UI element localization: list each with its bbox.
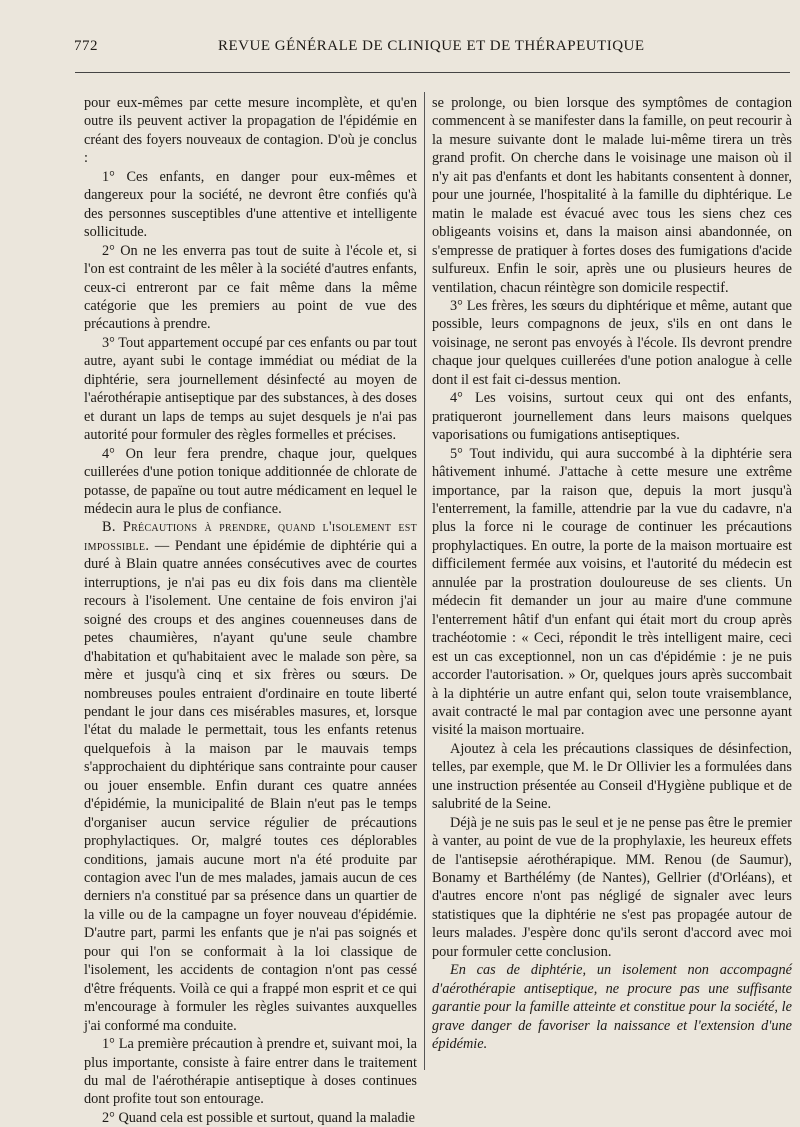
running-title: REVUE GÉNÉRALE DE CLINIQUE ET DE THÉRAPEUTIQUE [218,38,645,54]
left-column [84,94,417,1127]
paragraph: 3° Les frères, les sœurs du diphtérique et même, autant que possible, leurs compagnons de jeux, s'ils en ont dans le voisinage, ne seront pas envoyés à l'école. Ils devront prendre chaque jour quelques cuillerées d'une potion analogue à celle dont il est fait ci-dessus mention. [432,297,792,388]
paragraph: 4° Les voisins, surtout ceux qui ont des enfants, pratiqueront journellement dans leurs maisons quelques vaporisations ou fumigations antiseptiques. [432,390,792,444]
paragraph: 3° Tout appartement occupé par ces enfants ou par tout autre, ayant subi le contage immédiat ou médiat de la diphtérie, sera journellement désinfecté au moyen de l'aérothérapie antiseptique par des substances, à des doses et durant un laps de temps au sujet desquels je n'ai pas autorité pour formuler des règles formelles et précises. [84,334,417,444]
paragraph: 2° Quand cela est possible et surtout, quand la maladie [102,1109,416,1126]
paragraph: 1° Ces enfants, en danger pour eux-mêmes et dangereux pour la société, ne devront être confiés qu'à des personnes susceptibles d'une attentive et intelligente sollicitude. [84,168,417,241]
section-body: — Pendant une épidémie de diphtérie qui a duré à Blain quatre années consécutives avec de courtes interruptions, je n'ai pas eu dix fois dans ma clientèle recours à l'isolement. Une centaine de fois environ j'ai soigné des croups et des angines couenneuses dans de petes chaumières, n'ayant qu'une seule chambre d'habitation et qu'habitaient avec le malade son père, sa mère et jusqu'à cinq et six frères ou sœurs. De nombreuses poules entraient d'ordinaire en toute liberté pendant le jour dans ces misérables masures, et, lorsque l'état du malade le permettait, tous les enfants retenus quelquefois à la maison par le mauvais temps s'approchaient du diphtérique sans contrainte pour causer ou jouer ensemble. Enfin durant ces quatre années d'épidémie, la municipalité de Blain n'eut pas le temps d'organiser aucun service régulier de précautions prophylactiques. Or, malgré toutes ces déplorables conditions, jamais aucune mort n'a été produite par contagion avec l'un de mes malades, jamais aucun de ces derniers n'a constitué par sa présence dans un quartier de la ville ou de la campagne un foyer nouveau d'épidémie. D'autre part, parmi les enfants que je n'ai pas soignés et pour qui l'on se conformait à la loi classique de l'isolement, les accidents de contagion n'ont pas cessé d'être fréquents. Voilà ce qui a frappé mon esprit et ce qui m'encourage à formuler les règles suivantes auxquelles j'ai conformé ma conduite. [84,537,417,1034]
paragraph: Ajoutez à cela les précautions classiques de désinfection, telles, par exemple, que M. le Dr Ollivier les a formulées dans une instruction présentée au Conseil d'Hygiène publique et de salubrité de la Seine. [432,740,792,813]
conclusion-paragraph: En cas de diphtérie, un isolement non accompagné d'aérothérapie antiseptique, ne procure pas une suffisante garantie pour la famille atteinte et constitue pour la société, le grave danger de favoriser la naissance et l'extension d'une épidémie. [432,962,792,1053]
paragraph: 5° Tout individu, qui aura succombé à la diphtérie sera hâtivement inhumé. J'attache à cette mesure une extrême importance, par la raison que, depuis la mort jusqu'à l'enterrement, la famille, attendrie par la vue du cadavre, n'a plus la force ni le courage de continuer les précautions prophylactiques. En outre, la porte de la maison mortuaire est difficilement fermée aux voisins, et l'autorité du médecin est annulée par la prostration douloureuse de ses clients. Un médecin fit demander un jour au maire d'une commune l'enterrement hâtif d'un enfant qui était mort du croup après trachéotomie : « Ceci, répondit le très intelligent maire, ceci est un cas exceptionnel, non un cas d'épidémie : je ne puis accorder l'autorisation. » Or, quelques jours après succombait à la diphtérie un autre enfant qui, selon toute vraisemblance, avait contracté le mal par contagion avec une personne ayant visité la maison mortuaire. [432,445,792,739]
right-column [432,94,792,1054]
page-header [74,32,790,56]
paragraph: 4° On leur fera prendre, chaque jour, quelques cuillerées d'une potion tonique additionnée de chlorate de potasse, de papaïne ou tout autre médicament en lequel le médecin aura le plus de confiance. [84,445,417,517]
section-paragraph [84,518,417,1035]
column-divider [424,92,425,1070]
page-number: 772 [74,38,98,54]
section-heading: B. Précautions à prendre, quand l'isolement est impossible. [84,519,417,554]
paragraph: pour eux-mêmes par cette mesure incomplète, et qu'en outre ils peuvent activer la propagation de l'épidémie en créant des foyers nouveaux de contagion. D'où je conclus : [84,95,417,167]
paragraph: 1° La première précaution à prendre et, suivant moi, la plus importante, consiste à faire entrer dans le traitement du mal de l'aérothérapie antiseptique à doses continues dont profite tout son entourage. [84,1036,417,1108]
paragraph: Déjà je ne suis pas le seul et je ne pense pas être le premier à vanter, au point de vue de la prophylaxie, les heureux effets de l'antisepsie aérothérapique. MM. Renou (de Saumur), Bonamy et Barthélémy (de Nantes), Gellrier (d'Orléans), et d'autres encore n'ont pas négligé de signaler avec leurs statistiques que la diphtérie ne s'est pas propagée autour de leurs malades. J'espère donc qu'ils seront d'accord avec moi pour formuler cette conclusion. [432,814,792,960]
paragraph: se prolonge, ou bien lorsque des symptômes de contagion commencent à se manifester dans la famille, on peut recourir à la mesure suivante dont le malade lui-même tirera un très grand profit. On cherche dans le voisinage une maison où il n'y ait pas d'enfants et dont les habitants consentent à donner, pour une journée, l'hospitalité à la famille du diphtérique. Le matin le malade est évacué avec tous les siens chez ces obligeants voisins et, dans la maison ainsi abandonnée, on s'empresse de pratiquer à fortes doses des fumigations d'acide sulfureux. Enfin le soir, après une ou plusieurs heures de ventilation, chacun réintègre son domicile respectif. [432,95,792,296]
paragraph: 2° On ne les enverra pas tout de suite à l'école et, si l'on est contraint de les mêler à la société d'autres enfants, ceux-ci entreront par ce fait même dans la même catégorie que les premiers au point de vue des précautions à prendre. [84,242,417,333]
header-rule [75,72,790,73]
